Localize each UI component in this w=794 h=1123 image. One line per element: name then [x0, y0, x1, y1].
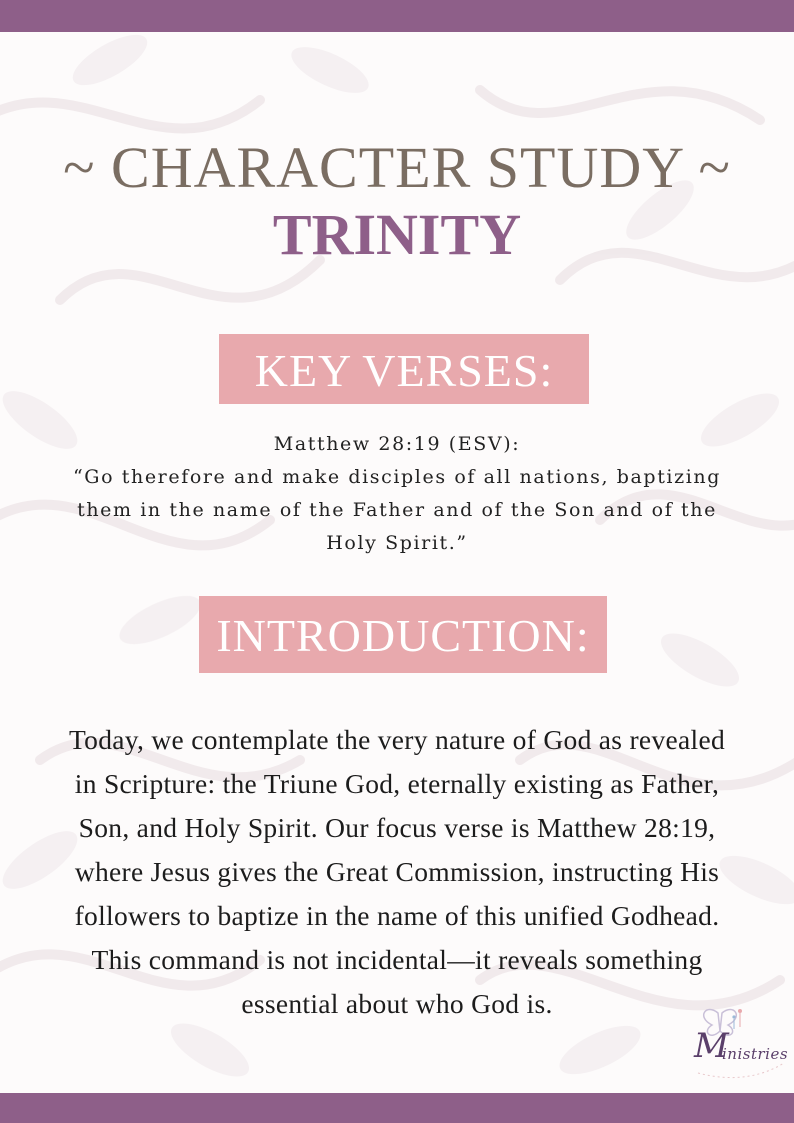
ministries-logo [688, 1003, 788, 1085]
verse-line: them in the name of the Father and of the Son and of the [77, 499, 717, 521]
verse-reference: Matthew 28:19 (ESV): [273, 433, 521, 455]
page-title: ~ CHARACTER STUDY ~ [63, 135, 731, 200]
top-accent-bar [0, 0, 794, 32]
introduction-heading: INTRODUCTION: [199, 596, 607, 673]
key-verses-heading: KEY VERSES: [219, 334, 589, 404]
introduction-body: Today, we contemplate the very nature of God as revealed in Scripture: the Triune God, eternally existing as Father, Son, and Holy Spirit. Our focus verse is Matthew 28:19, where Jesus gives the Great Commission, instructing His followers to baptize in the name of this unified Godhead. This command is not incidental—it reveals something essential about who God is. [68, 724, 725, 1019]
verse-line: Holy Spirit.” [326, 532, 468, 554]
logo-initial: M [694, 1026, 729, 1066]
key-verse-block [20, 428, 774, 560]
verse-line: “Go therefore and make disciples of all nations, baptizing [72, 466, 721, 488]
page-subtitle: TRINITY [272, 202, 522, 267]
bottom-accent-bar [0, 1093, 794, 1123]
logo-wordmark: inistries [722, 1045, 789, 1063]
